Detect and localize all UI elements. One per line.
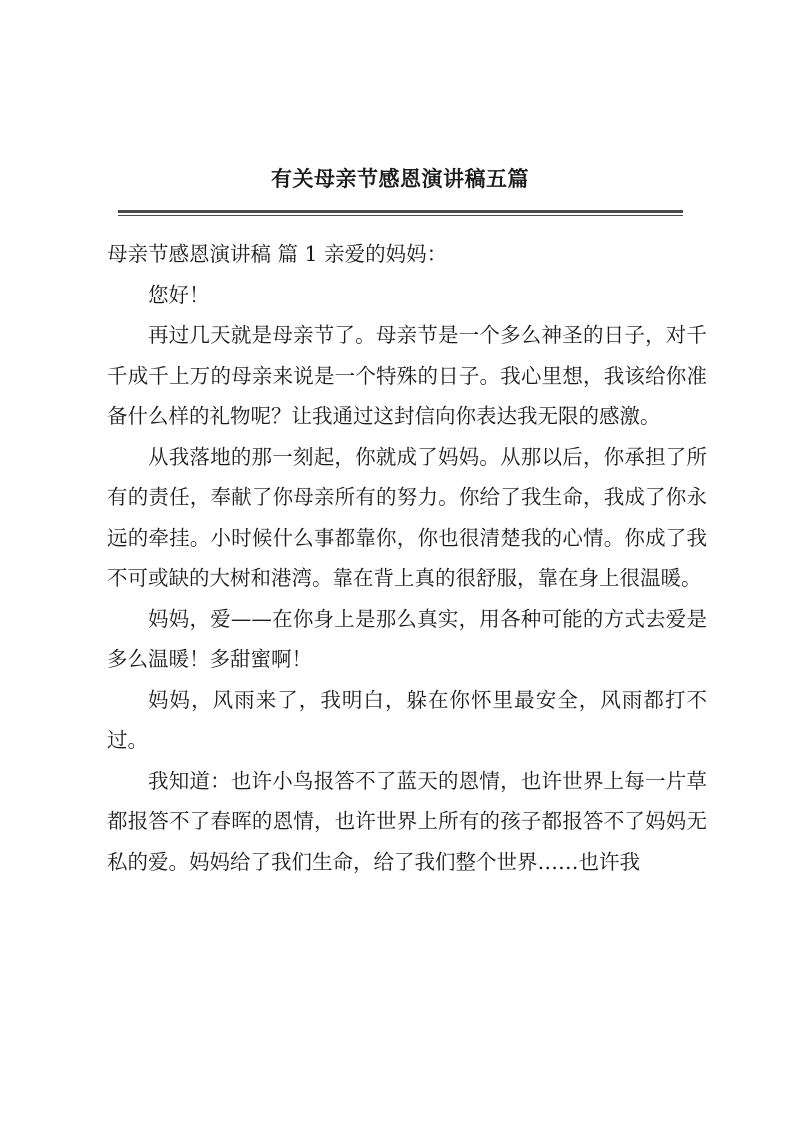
paragraph: 妈妈，风雨来了，我明白，躲在你怀里最安全，风雨都打不过。 xyxy=(107,687,707,752)
document-body xyxy=(107,234,707,882)
title-divider xyxy=(118,210,683,213)
paragraph: 从我落地的那一刻起，你就成了妈妈。从那以后，你承担了所有的责任，奉献了你母亲所有的努力。你给了我生命，我成了你永远的牵挂。小时候什么事都靠你，你也很清楚我的心情。你成了我不可或缺的大树和港湾。靠在背上真的很舒服，靠在身上很温暖。 xyxy=(107,444,707,590)
heading-line: 母亲节感恩演讲稿 篇 1 亲爱的妈妈： xyxy=(107,242,448,266)
paragraph: 再过几天就是母亲节了。母亲节是一个多么神圣的日子，对千千成千上万的母亲来说是一个特殊的日子。我心里想，我该给你准备什么样的礼物呢？让我通过这封信向你表达我无限的感激。 xyxy=(107,323,707,428)
paragraph: 您好！ xyxy=(148,282,210,307)
paragraph: 妈妈，爱——在你身上是那么真实，用各种可能的方式去爱是多么温暖！多甜蜜啊！ xyxy=(107,606,707,671)
title-divider-thin xyxy=(118,215,683,216)
document-title: 有关母亲节感恩演讲稿五篇 xyxy=(271,166,529,191)
paragraph: 我知道：也许小鸟报答不了蓝天的恩情，也许世界上每一片草都报答不了春晖的恩情，也许世界上所有的孩子都报答不了妈妈无私的爱。妈妈给了我们生命，给了我们整个世界……也许我 xyxy=(107,768,707,874)
